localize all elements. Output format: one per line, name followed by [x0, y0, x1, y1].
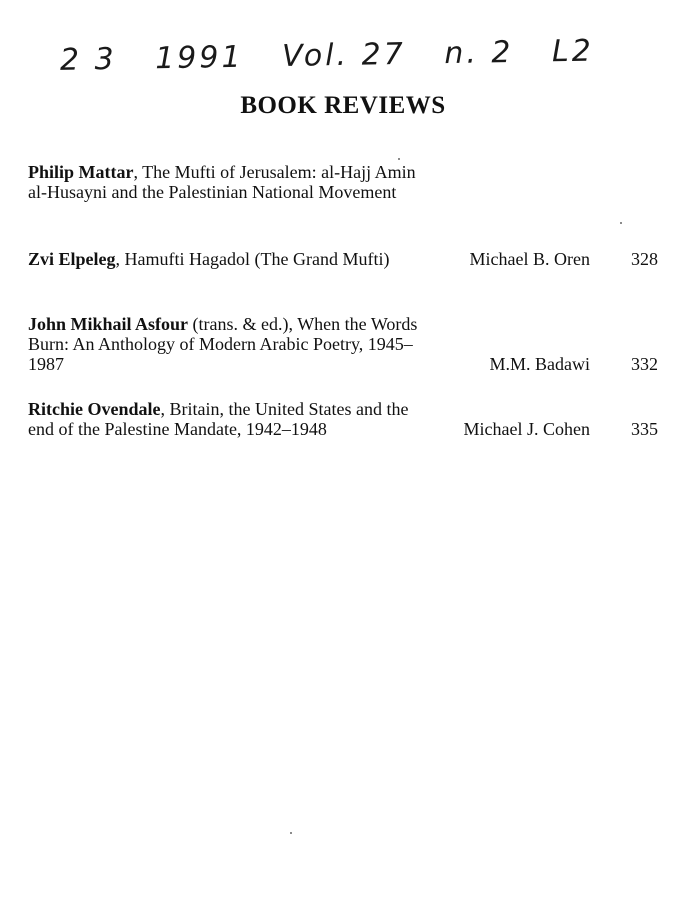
- handwritten-issue: n. 2: [443, 34, 514, 72]
- entry-citation: [28, 249, 418, 269]
- entry-author: Zvi Elpeleg: [28, 249, 116, 269]
- entry-work: , Hamufti Hagadol (The Grand Mufti): [115, 249, 390, 269]
- handwritten-year: 1991: [154, 39, 244, 77]
- scan-speck: [398, 158, 400, 160]
- entry-page-number: 332: [631, 354, 658, 374]
- entry-citation: [28, 162, 418, 202]
- scan-speck: [620, 222, 622, 224]
- entry-author: John Mikhail Asfour: [28, 314, 189, 334]
- review-entry-4: [28, 399, 668, 439]
- handwritten-annotation: [60, 33, 621, 93]
- entry-reviewer: Michael B. Oren: [469, 249, 590, 269]
- review-entry-2: [28, 249, 668, 269]
- entry-citation: [28, 399, 418, 439]
- entry-work: , Britain, the United States and the end of the Palestine Mandate, 1942–1948: [28, 399, 409, 439]
- handwritten-code: L2: [551, 33, 595, 70]
- entry-author: Philip Mattar: [28, 162, 134, 182]
- entry-author: Ritchie Ovendale: [28, 399, 161, 419]
- entry-citation: [28, 314, 418, 374]
- handwritten-volume: Vol. 27: [281, 36, 407, 75]
- entry-reviewer: Michael J. Cohen: [463, 419, 590, 439]
- entry-reviewer: M.M. Badawi: [489, 354, 590, 374]
- entry-page-number: 328: [631, 249, 658, 269]
- scan-speck: [290, 832, 292, 834]
- entry-page-number: 335: [631, 419, 658, 439]
- page-title: BOOK REVIEWS: [240, 92, 446, 119]
- review-entry-1: [28, 162, 668, 202]
- review-entry-3: [28, 314, 668, 374]
- entry-work: (trans. & ed.), When the Words Burn: An Anthology of Modern Arabic Poetry, 1945–1987: [28, 314, 418, 374]
- entry-work: , The Mufti of Jerusalem: al-Hajj Amin al-Husayni and the Palestinian National Movement: [28, 162, 416, 202]
- handwritten-number: 2 3: [59, 41, 117, 78]
